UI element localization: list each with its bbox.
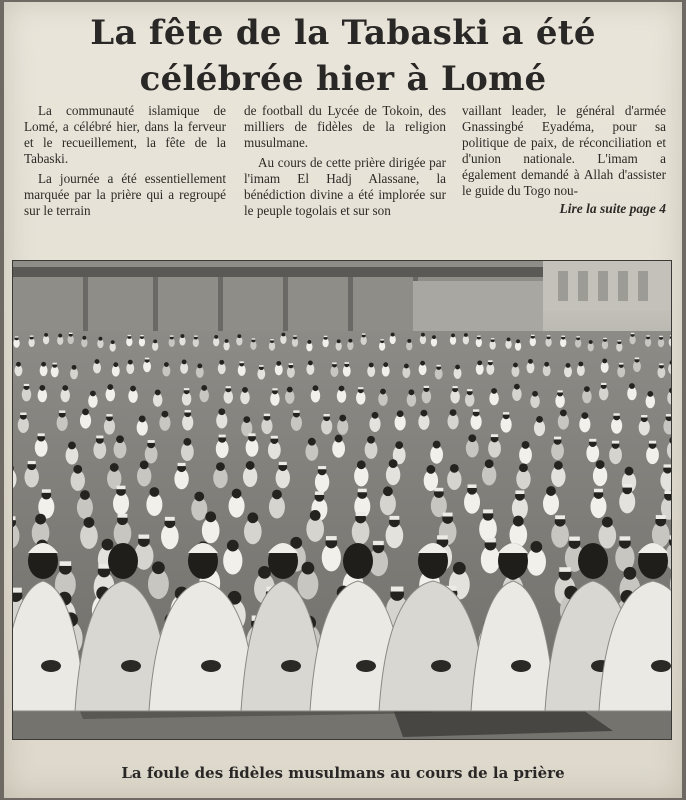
headline-line-2: célébrée hier à Lomé bbox=[139, 59, 547, 99]
article-column-2 bbox=[244, 103, 446, 219]
article-column-3 bbox=[462, 103, 666, 217]
prayer-crowd-illustration bbox=[13, 261, 671, 739]
read-more-link: Lire la suite page 4 bbox=[559, 201, 666, 216]
paragraph: La communauté islamique de Lomé, a célébré hier, dans la ferveur et le recueillement, la fête de la Tabaski. bbox=[24, 103, 226, 166]
prayer-crowd-photo bbox=[12, 260, 672, 740]
photo-caption: La foule des fidèles musulmans au cours de la prière bbox=[121, 764, 565, 782]
paragraph: La journée a été essentiellement marquée par la prière qui a regroupé sur le terrain bbox=[24, 171, 226, 218]
paragraph: vaillant leader, le général d'armée Gnassingbé Eyadéma, pour sa politique de paix, de réconciliation et d'union nationale. L'imam a également demandé à Allah d'assister le guide du Togo nou- bbox=[462, 103, 666, 198]
headline-line-1: La fête de la Tabaski a été bbox=[90, 13, 596, 53]
article-column-1 bbox=[24, 103, 226, 219]
article-body bbox=[24, 103, 664, 243]
paragraph: Au cours de cette prière dirigée par l'imam El Hadj Alassane, la bénédiction divine a été implorée sur le peuple togolais et sur son bbox=[244, 155, 446, 218]
article-headline bbox=[4, 10, 682, 102]
paragraph: de football du Lycée de Tokoin, des milliers de fidèles de la religion musulmane. bbox=[244, 103, 446, 150]
newspaper-clipping bbox=[4, 2, 682, 798]
